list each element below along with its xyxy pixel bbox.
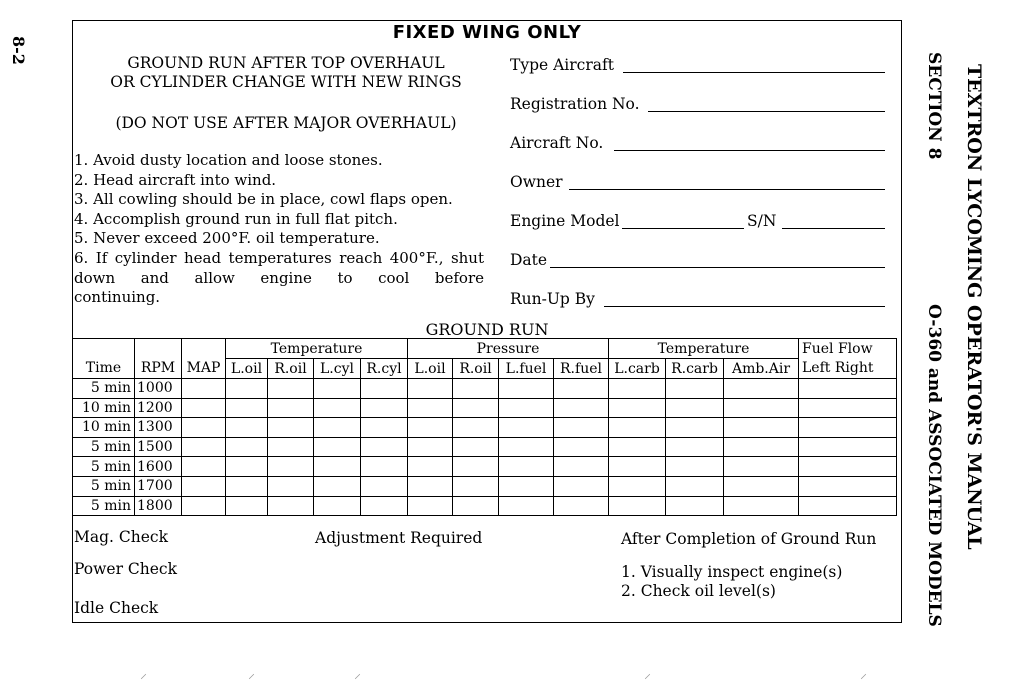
table-row bbox=[73, 418, 897, 438]
row-time: 5 min bbox=[73, 496, 135, 516]
entry-cell[interactable] bbox=[268, 379, 314, 399]
row-rpm: 1300 bbox=[135, 418, 182, 438]
entry-cell[interactable] bbox=[361, 398, 408, 418]
col-r-cyl: R.cyl bbox=[361, 359, 408, 379]
table-row bbox=[73, 379, 897, 399]
entry-cell[interactable] bbox=[609, 418, 666, 438]
entry-cell[interactable] bbox=[268, 398, 314, 418]
entry-cell[interactable] bbox=[609, 476, 666, 496]
group-pressure: Pressure bbox=[408, 339, 609, 359]
engine-model-label: Engine Model bbox=[510, 212, 620, 230]
entry-cell[interactable] bbox=[724, 457, 799, 477]
entry-cell[interactable] bbox=[666, 437, 724, 457]
entry-cell[interactable] bbox=[453, 496, 499, 516]
entry-cell[interactable] bbox=[361, 437, 408, 457]
group-temperature: Temperature bbox=[226, 339, 408, 359]
entry-cell[interactable] bbox=[724, 418, 799, 438]
entry-cell[interactable] bbox=[314, 379, 361, 399]
entry-cell[interactable] bbox=[314, 496, 361, 516]
entry-cell[interactable] bbox=[182, 476, 226, 496]
entry-cell[interactable] bbox=[361, 496, 408, 516]
table-row bbox=[73, 496, 897, 516]
scan-mark: ⸝ bbox=[644, 666, 651, 682]
entry-cell[interactable] bbox=[554, 476, 609, 496]
entry-cell[interactable] bbox=[554, 437, 609, 457]
row-time: 5 min bbox=[73, 476, 135, 496]
after-completion-step: 2. Check oil level(s) bbox=[621, 582, 776, 600]
entry-cell[interactable] bbox=[182, 398, 226, 418]
aircraft-no-label: Aircraft No. bbox=[510, 134, 604, 152]
ground-run-title: GROUND RUN bbox=[425, 320, 549, 339]
col-rpm: RPM bbox=[135, 359, 182, 379]
entry-cell[interactable] bbox=[554, 457, 609, 477]
entry-cell[interactable] bbox=[453, 437, 499, 457]
header-spacer bbox=[135, 339, 182, 359]
scan-mark: ⸝ bbox=[140, 666, 147, 682]
entry-cell[interactable] bbox=[499, 496, 554, 516]
entry-cell[interactable] bbox=[408, 496, 453, 516]
instruction-item: 4. Accomplish ground run in full flat pitch. bbox=[74, 209, 398, 228]
group-temperature-2: Temperature bbox=[609, 339, 799, 359]
entry-cell[interactable] bbox=[724, 476, 799, 496]
entry-cell[interactable] bbox=[314, 437, 361, 457]
entry-cell[interactable] bbox=[724, 437, 799, 457]
form-title: FIXED WING ONLY bbox=[392, 22, 582, 43]
entry-cell[interactable] bbox=[361, 379, 408, 399]
entry-cell[interactable] bbox=[361, 476, 408, 496]
entry-cell[interactable] bbox=[226, 457, 268, 477]
entry-cell[interactable] bbox=[226, 379, 268, 399]
row-time: 5 min bbox=[73, 457, 135, 477]
col-l-carb: L.carb bbox=[609, 359, 666, 379]
registration-label: Registration No. bbox=[510, 95, 640, 113]
table-row bbox=[73, 457, 897, 477]
col-l-oil-temp: L.oil bbox=[226, 359, 268, 379]
entry-cell[interactable] bbox=[226, 476, 268, 496]
instruction-item: 5. Never exceed 200°F. oil temperature. bbox=[74, 229, 380, 248]
entry-cell[interactable] bbox=[799, 496, 897, 516]
entry-cell[interactable] bbox=[799, 437, 897, 457]
engine-model-line[interactable] bbox=[622, 227, 744, 229]
entry-cell[interactable] bbox=[226, 418, 268, 438]
row-time: 5 min bbox=[73, 437, 135, 457]
row-rpm: 1500 bbox=[135, 437, 182, 457]
col-r-carb: R.carb bbox=[666, 359, 724, 379]
table-row bbox=[73, 398, 897, 418]
date-label: Date bbox=[510, 251, 548, 269]
models-label: O-360 and ASSOCIATED MODELS bbox=[924, 304, 944, 627]
entry-cell[interactable] bbox=[799, 457, 897, 477]
entry-cell[interactable] bbox=[453, 418, 499, 438]
entry-cell[interactable] bbox=[408, 418, 453, 438]
adjustment-required-label: Adjustment Required bbox=[315, 529, 483, 547]
after-completion-step: 1. Visually inspect engine(s) bbox=[621, 563, 843, 581]
registration-line[interactable] bbox=[648, 110, 885, 112]
after-completion-title: After Completion of Ground Run bbox=[621, 530, 877, 548]
entry-cell[interactable] bbox=[799, 379, 897, 399]
row-time: 10 min bbox=[73, 398, 135, 418]
instruction-item: 3. All cowling should be in place, cowl flaps open. bbox=[74, 190, 453, 209]
entry-cell[interactable] bbox=[666, 379, 724, 399]
entry-cell[interactable] bbox=[268, 418, 314, 438]
instruction-item: 2. Head aircraft into wind. bbox=[74, 170, 277, 189]
form-heading-line1: GROUND RUN AFTER TOP OVERHAUL bbox=[127, 54, 445, 72]
entry-cell[interactable] bbox=[453, 476, 499, 496]
entry-cell[interactable] bbox=[609, 496, 666, 516]
col-r-oil-press: R.oil bbox=[453, 359, 499, 379]
type-aircraft-line[interactable] bbox=[623, 71, 885, 73]
owner-line[interactable] bbox=[569, 188, 885, 190]
entry-cell[interactable] bbox=[182, 437, 226, 457]
entry-cell[interactable] bbox=[554, 398, 609, 418]
group-fuel-flow: Fuel Flow bbox=[799, 339, 897, 359]
entry-cell[interactable] bbox=[408, 437, 453, 457]
entry-cell[interactable] bbox=[554, 379, 609, 399]
entry-cell[interactable] bbox=[666, 476, 724, 496]
entry-cell[interactable] bbox=[499, 418, 554, 438]
entry-cell[interactable] bbox=[799, 398, 897, 418]
instruction-item: continuing. bbox=[74, 288, 161, 307]
entry-cell[interactable] bbox=[724, 398, 799, 418]
entry-cell[interactable] bbox=[408, 379, 453, 399]
run-up-by-label: Run-Up By bbox=[510, 290, 595, 308]
entry-cell[interactable] bbox=[268, 457, 314, 477]
table-row bbox=[73, 437, 897, 457]
section-label: SECTION 8 bbox=[924, 52, 944, 160]
entry-cell[interactable] bbox=[408, 476, 453, 496]
instruction-list bbox=[74, 151, 484, 308]
manual-title: TEXTRON LYCOMING OPERATOR'S MANUAL bbox=[963, 64, 985, 550]
scan-mark: ⸝ bbox=[860, 666, 867, 682]
form-note: (DO NOT USE AFTER MAJOR OVERHAUL) bbox=[115, 114, 457, 132]
row-rpm: 1000 bbox=[135, 379, 182, 399]
column-header-row bbox=[73, 359, 897, 379]
entry-cell[interactable] bbox=[314, 418, 361, 438]
entry-cell[interactable] bbox=[408, 398, 453, 418]
entry-cell[interactable] bbox=[499, 437, 554, 457]
entry-cell[interactable] bbox=[499, 457, 554, 477]
entry-cell[interactable] bbox=[554, 418, 609, 438]
row-time: 10 min bbox=[73, 418, 135, 438]
col-map: MAP bbox=[182, 359, 226, 379]
col-r-fuel: R.fuel bbox=[554, 359, 609, 379]
entry-cell[interactable] bbox=[182, 418, 226, 438]
ground-run-rows bbox=[73, 379, 897, 516]
entry-cell[interactable] bbox=[724, 496, 799, 516]
type-aircraft-label: Type Aircraft bbox=[510, 56, 614, 74]
entry-cell[interactable] bbox=[268, 437, 314, 457]
entry-cell[interactable] bbox=[453, 457, 499, 477]
owner-label: Owner bbox=[510, 173, 563, 191]
scan-mark: ⸝ bbox=[354, 666, 361, 682]
col-r-oil-temp: R.oil bbox=[268, 359, 314, 379]
entry-cell[interactable] bbox=[609, 398, 666, 418]
power-check-label: Power Check bbox=[74, 560, 177, 578]
row-rpm: 1700 bbox=[135, 476, 182, 496]
page-number: 8-2 bbox=[9, 36, 28, 65]
aircraft-no-line[interactable] bbox=[614, 149, 885, 151]
entry-cell[interactable] bbox=[554, 496, 609, 516]
entry-cell[interactable] bbox=[609, 457, 666, 477]
entry-cell[interactable] bbox=[226, 437, 268, 457]
entry-cell[interactable] bbox=[226, 398, 268, 418]
entry-cell[interactable] bbox=[453, 379, 499, 399]
entry-cell[interactable] bbox=[799, 476, 897, 496]
entry-cell[interactable] bbox=[499, 476, 554, 496]
row-rpm: 1600 bbox=[135, 457, 182, 477]
entry-cell[interactable] bbox=[799, 418, 897, 438]
entry-cell[interactable] bbox=[226, 496, 268, 516]
instruction-item: 1. Avoid dusty location and loose stones. bbox=[74, 151, 383, 169]
entry-cell[interactable] bbox=[609, 379, 666, 399]
entry-cell[interactable] bbox=[609, 437, 666, 457]
entry-cell[interactable] bbox=[361, 457, 408, 477]
sn-line[interactable] bbox=[782, 227, 885, 229]
group-header-row bbox=[73, 339, 897, 359]
idle-check-label: Idle Check bbox=[74, 599, 159, 617]
table-row bbox=[73, 476, 897, 496]
entry-cell[interactable] bbox=[666, 457, 724, 477]
entry-cell[interactable] bbox=[666, 398, 724, 418]
header-spacer bbox=[73, 339, 135, 359]
entry-cell[interactable] bbox=[499, 398, 554, 418]
row-rpm: 1200 bbox=[135, 398, 182, 418]
entry-cell[interactable] bbox=[314, 398, 361, 418]
col-l-cyl: L.cyl bbox=[314, 359, 361, 379]
col-l-fuel: L.fuel bbox=[499, 359, 554, 379]
entry-cell[interactable] bbox=[182, 379, 226, 399]
row-rpm: 1800 bbox=[135, 496, 182, 516]
mag-check-label: Mag. Check bbox=[74, 528, 168, 546]
entry-cell[interactable] bbox=[268, 496, 314, 516]
entry-cell[interactable] bbox=[666, 496, 724, 516]
entry-cell[interactable] bbox=[724, 379, 799, 399]
run-up-by-line[interactable] bbox=[604, 305, 885, 307]
scan-mark: ⸝ bbox=[248, 666, 255, 682]
entry-cell[interactable] bbox=[408, 457, 453, 477]
entry-cell[interactable] bbox=[361, 418, 408, 438]
col-time: Time bbox=[73, 359, 135, 379]
date-line[interactable] bbox=[550, 266, 885, 268]
entry-cell[interactable] bbox=[453, 398, 499, 418]
entry-cell[interactable] bbox=[314, 476, 361, 496]
col-amb-air: Amb.Air bbox=[724, 359, 799, 379]
header-spacer bbox=[182, 339, 226, 359]
entry-cell[interactable] bbox=[499, 379, 554, 399]
entry-cell[interactable] bbox=[182, 496, 226, 516]
entry-cell[interactable] bbox=[314, 457, 361, 477]
row-time: 5 min bbox=[73, 379, 135, 399]
form-heading bbox=[76, 54, 496, 92]
ground-run-table bbox=[72, 338, 897, 516]
entry-cell[interactable] bbox=[268, 476, 314, 496]
col-fuel-flow-left-right: Left Right bbox=[799, 359, 897, 379]
instruction-item: 6. If cylinder head temperatures reach 400°F., shut down and allow engine to cool before bbox=[74, 248, 484, 287]
sn-label: S/N bbox=[747, 212, 777, 230]
entry-cell[interactable] bbox=[182, 457, 226, 477]
entry-cell[interactable] bbox=[666, 418, 724, 438]
col-l-oil-press: L.oil bbox=[408, 359, 453, 379]
form-heading-line2: OR CYLINDER CHANGE WITH NEW RINGS bbox=[110, 73, 462, 91]
